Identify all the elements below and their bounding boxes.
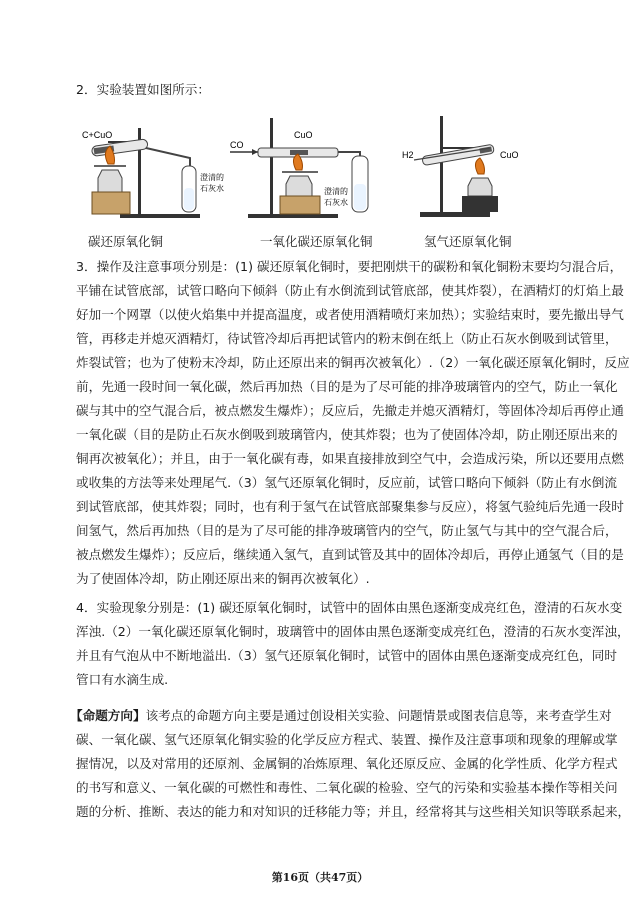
co-apparatus-diagram: [228, 108, 388, 223]
text-line: 3．操作及注意事项分别是：(1) 碳还原氧化铜时，要把刚烘干的碳粉和氧化铜粉末要均匀混合后，: [76, 259, 623, 274]
text-line: 的书写和意义、一氧化碳的可燃性和毒性、二氧化碳的检验、空气的污染和实验基本操作等相关问: [76, 780, 618, 795]
text-line: 4．实验现象分别是：(1) 碳还原氧化铜时，试管中的固体由黑色逐渐变成亮红色，澄清的石灰水变: [76, 600, 623, 615]
text-line: 平铺在试管底部，试管口略向下倾斜（防止有水倒流到试管底部，使其炸裂），在酒精灯的灯焰上最: [76, 283, 624, 298]
text-line: 炸裂试管；也为了使粉末冷却，防止还原出来的铜再次被氧化）.（2）一氧化碳还原氧化铜时，反应: [76, 355, 630, 370]
text-line: 浑浊.（2）一氧化碳还原氧化铜时，玻璃管中的固体由黑色逐渐变成亮红色，澄清的石灰水变浑浊，: [76, 624, 630, 639]
figure-caption: 碳还原氧化铜: [88, 234, 164, 249]
direction-tag: 【命题方向】: [70, 708, 146, 723]
text-line: 或收集的方法等来处理尾气.（3）氢气还原氧化铜时，反应前，试管口略向下倾斜（防止有水倒流: [76, 475, 617, 490]
text-line: 碳、一氧化碳、氢气还原氧化铜实验的化学反应方程式、装置、操作及注意事项和现象的理解或掌: [76, 732, 618, 747]
text-span: 该考点的命题方向主要是通过创设相关实验、问题情景或图表信息等，来考查学生对: [145, 708, 612, 723]
carbon-apparatus-diagram: [80, 108, 224, 223]
text-line: 管，再移走并熄灭酒精灯，待试管冷却后再把试管内的粉末倒在纸上（防止石灰水倒吸到试管里，: [76, 331, 618, 346]
section-heading: 2．实验装置如图所示：: [76, 82, 210, 97]
gas-label: H2: [402, 150, 414, 160]
limewater-label-2: 石灰水: [200, 184, 224, 193]
figure-carbon-reduction: [80, 108, 224, 249]
text-line: 前，先通一段时间一氧化碳，然后再加热（目的是为了尽可能的排净玻璃管内的空气，防止一氧化: [76, 379, 618, 394]
text-line: 题的分析、推断、表达的能力和对知识的迁移能力等；并且，经常将其与这些相关知识等联系起来，: [76, 804, 631, 819]
text-line: 好加一个网罩（以使火焰集中并提高温度，或者使用酒精喷灯来加热）；实验结束时，要先撤出导气: [76, 307, 624, 322]
figure-caption: 氢气还原氧化铜: [424, 234, 512, 249]
text-line: 管口有水滴生成.: [76, 672, 169, 687]
text-line: 间氢气，然后再加热（目的是为了尽可能的排净玻璃管内的空气，防止氢气与其中的空气混合后，: [76, 523, 618, 538]
text-line: 铜再次被氧化）；并且，由于一氧化碳有毒，如果直接排放到空气中，会造成污染，所以还要用点燃: [76, 451, 624, 466]
text-line: [70, 708, 612, 724]
text-line: 并且有气泡从中不断地溢出.（3）氢气还原氧化铜时，试管中的固体由黑色逐渐变成亮红色，同时: [76, 648, 617, 663]
limewater-label-2: 石灰水: [324, 198, 348, 207]
text-line: 被点燃发生爆炸）；反应后，继续通入氢气，直到试管及其中的固体冷却后，再停止通氢气（目的是: [76, 547, 624, 562]
figure-h2-reduction: [400, 108, 530, 249]
text-line: 握情况，以及对常用的还原剂、金属铜的冶炼原理、氧化还原反应、金属的化学性质、化学方程式: [76, 756, 618, 771]
page-footer: 第16页（共47页）: [271, 871, 369, 884]
reagent-label: CuO: [500, 150, 519, 160]
text-line: 一氧化碳（目的是防止石灰水倒吸到玻璃管内，使其炸裂；也为了使固体冷却，防止刚还原出来的: [76, 427, 618, 442]
gas-label: CO: [230, 140, 244, 150]
text-line: 为了使固体冷却，防止刚还原出来的铜再次被氧化）.: [76, 571, 370, 586]
limewater-label-1: 澄清的: [324, 187, 348, 196]
reagent-label: CuO: [294, 130, 313, 140]
h2-apparatus-diagram: [400, 108, 530, 223]
limewater-label-1: 澄清的: [200, 173, 224, 182]
reagent-label: C+CuO: [82, 130, 113, 140]
text-line: 到试管底部，使其炸裂；同时，也有利于氢气在试管底部聚集参与反应），将氢气验纯后先通一段时: [76, 499, 624, 514]
figure-co-reduction: [228, 108, 388, 249]
text-line: 碳与其中的空气混合后，被点燃发生爆炸）；反应后，先撤走并熄灭酒精灯，等固体冷却后再停止通: [76, 403, 624, 418]
figure-caption: 一氧化碳还原氧化铜: [260, 234, 373, 249]
